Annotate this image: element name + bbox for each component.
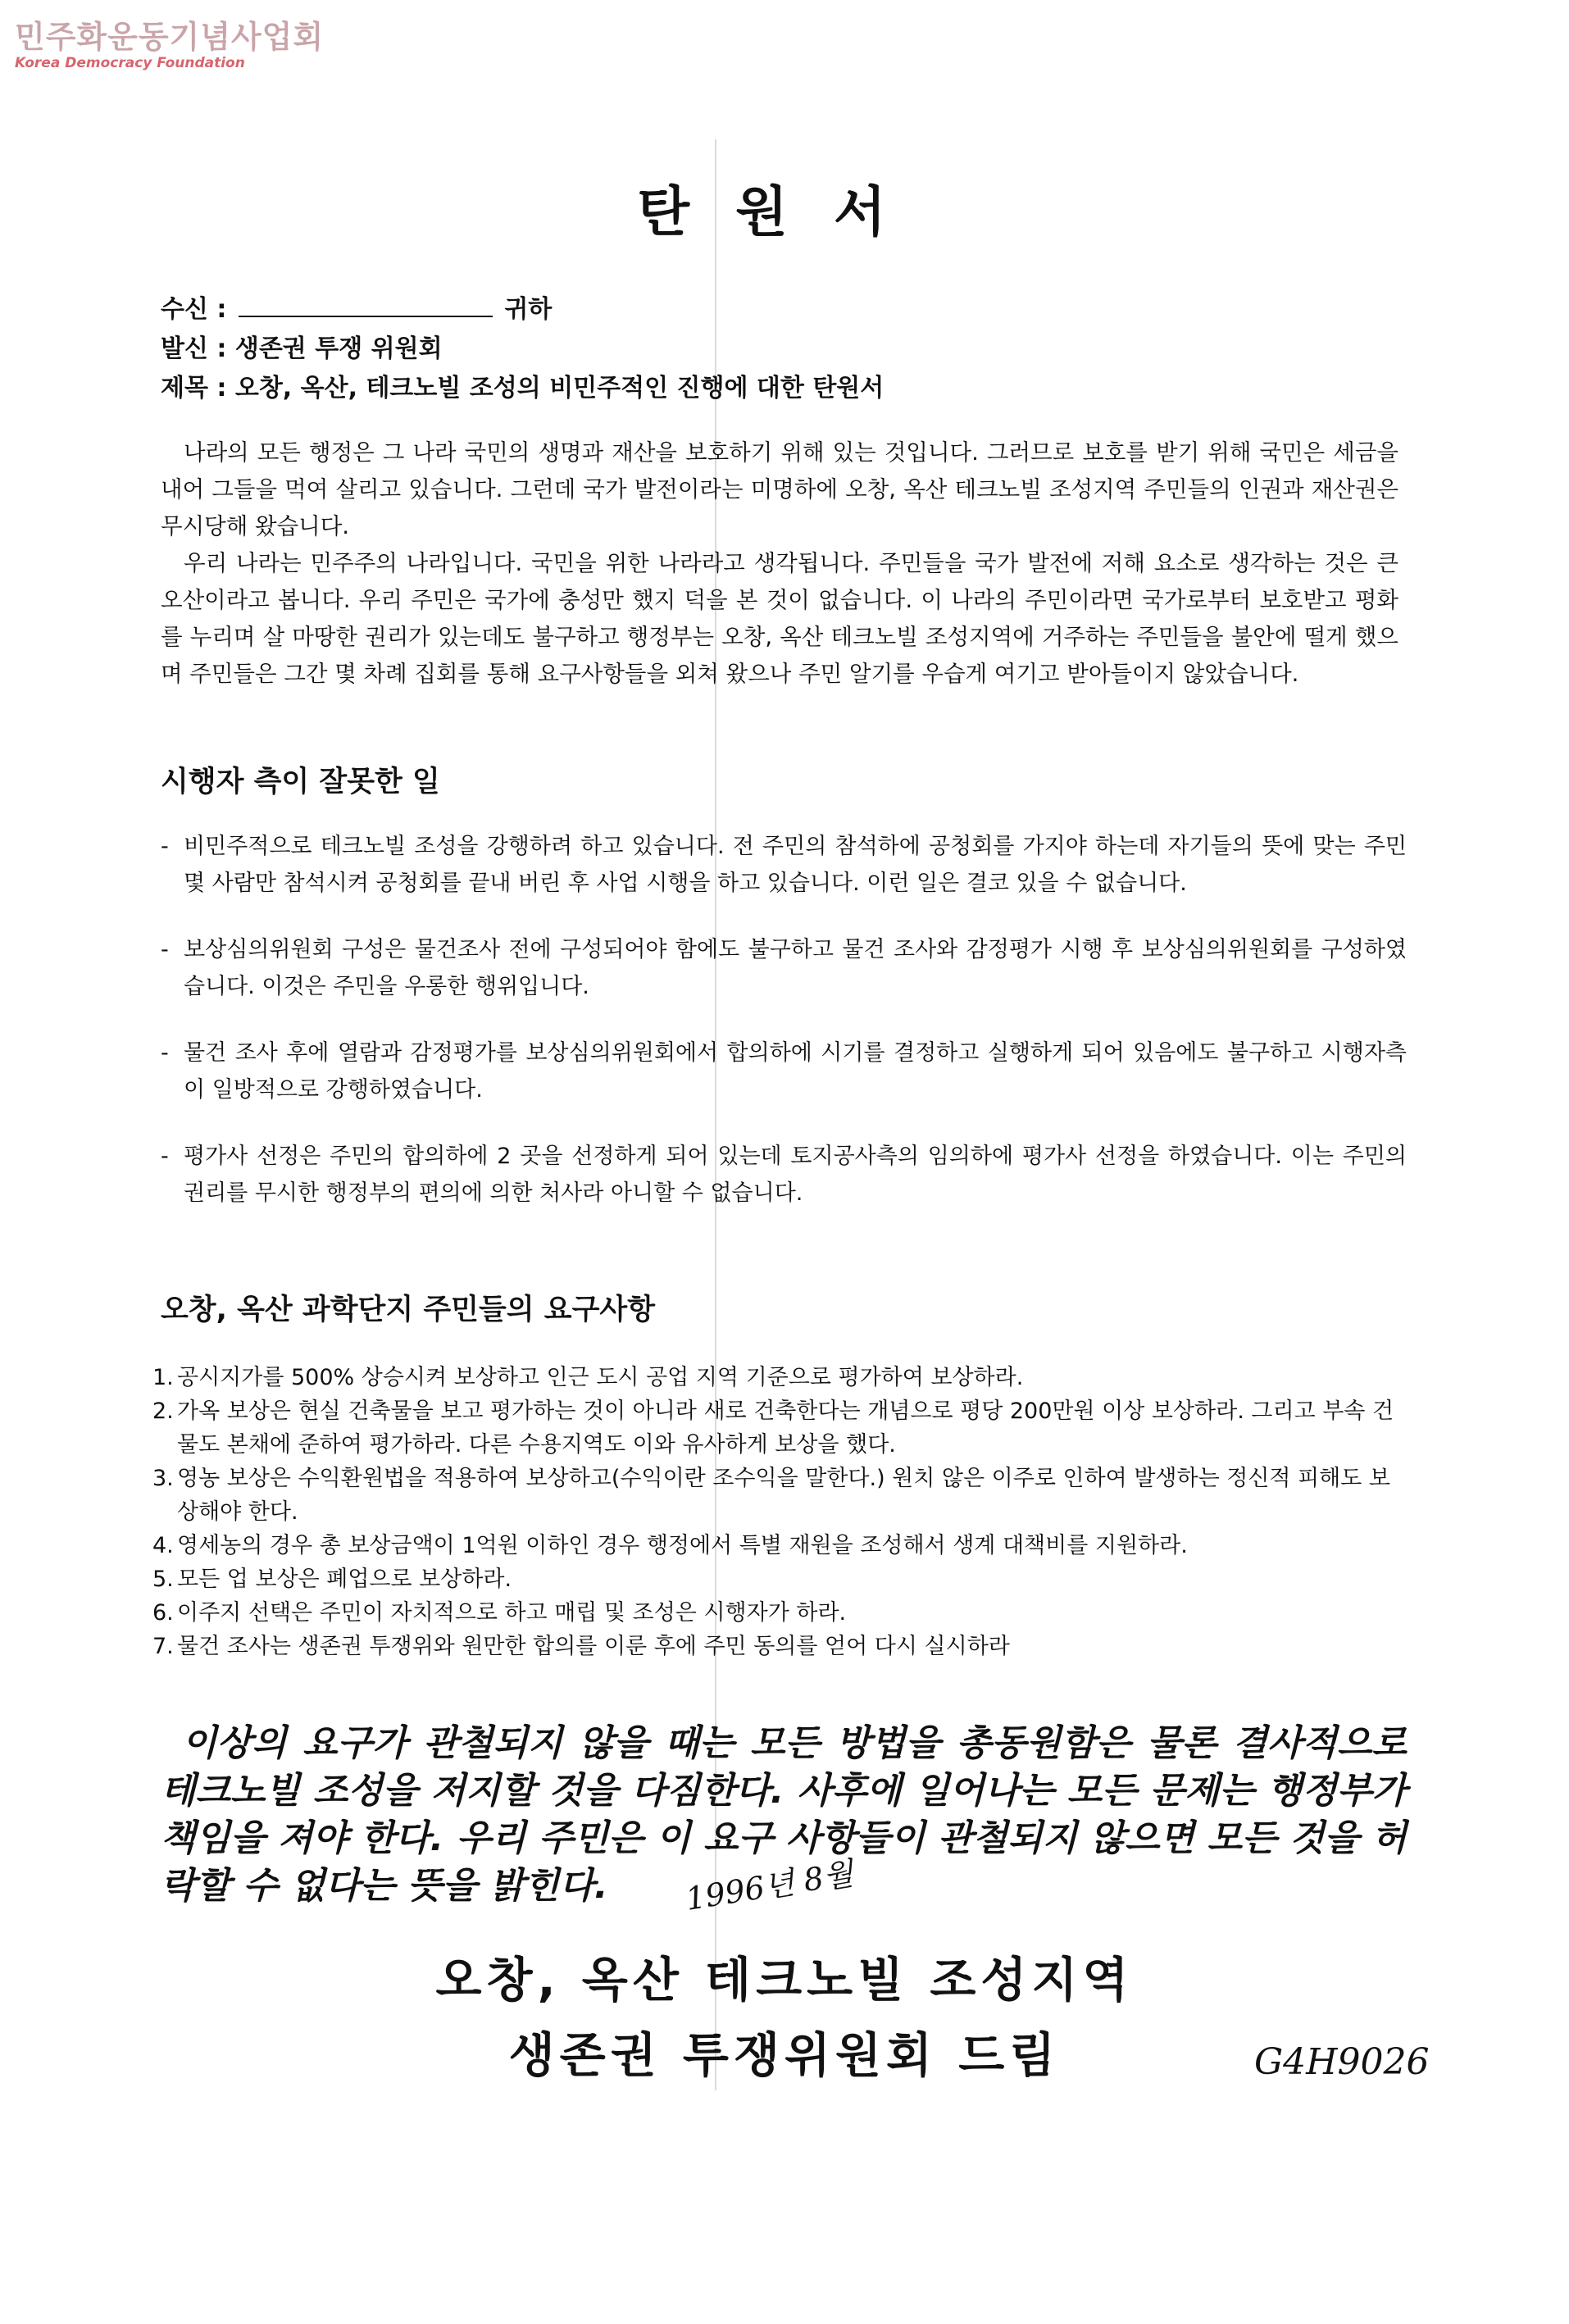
demand-number: 2. xyxy=(152,1398,174,1424)
resolution-statement: 이상의 요구가 관철되지 않을 때는 모든 방법을 총동원함은 물론 결사적으로 테크노빌 조성을 저지할 것을 다짐한다. 사후에 일어나는 모든 문제는 행정부가 책임을 져야 한다. 우리 주민은 이 요구 사항들이 관철되지 않으면 모든 것을 허락할 수 없다는 뜻을 밝힌다. xyxy=(161,1722,1407,1907)
demand-number: 6. xyxy=(152,1600,174,1626)
demand-number: 5. xyxy=(152,1567,174,1592)
recipient-suffix: 귀하 xyxy=(504,295,553,324)
list-item: - 보상심의위원회 구성은 물건조사 전에 구성되어야 함에도 불구하고 물건 조사와 감정평가 시행 후 보상심의위원회를 구성하였습니다. 이것은 주민을 우롱한 행위입니다. xyxy=(161,937,1407,999)
demands-list xyxy=(152,1361,1407,1663)
demand-item xyxy=(152,1361,1407,1394)
demand-text: 영농 보상은 수익환원법을 적용하여 보상하고(수익이란 조수익을 말한다.) 원치 않은 이주로 인하여 발생하는 정신적 피해도 보상해야 한다. xyxy=(177,1466,1390,1525)
handwritten-date: 1996년 8월 xyxy=(683,1855,857,1917)
watermark-korean: 민주화운동기념사업회 xyxy=(15,19,325,55)
demand-number: 4. xyxy=(152,1533,174,1558)
recipient-line xyxy=(161,289,552,325)
section-heading-demands: 오창, 옥산 과학단지 주민들의 요구사항 xyxy=(161,1294,655,1326)
demand-number: 7. xyxy=(152,1634,174,1659)
list-item-text: 보상심의위원회 구성은 물건조사 전에 구성되어야 함에도 불구하고 물건 조사와 감정평가 시행 후 보상심의위원회를 구성하였습니다. 이것은 주민을 우롱한 행위입니다. xyxy=(184,937,1407,999)
recipient-blank xyxy=(239,296,493,317)
demand-text: 가옥 보상은 현실 건축물을 보고 평가하는 것이 아니라 새로 건축한다는 개념으로 평당 200만원 이상 보상하라. 그리고 부속 건물도 본채에 준하여 평가하라. 다른 수용지역도 이와 유사하게 보상을 했다. xyxy=(177,1398,1394,1458)
intro-paragraph: 우리 나라는 민주주의 나라입니다. 국민을 위한 나라라고 생각됩니다. 주민들을 국가 발전에 저해 요소로 생각하는 것은 큰 오산이라고 봅니다. 우리 주민은 국가에 충성만 했지 덕을 본 것이 없습니다. 이 나라의 주민이라면 국가로부터 보호받고 평화를 누리며 살 마땅한 권리가 있는데도 불구하고 행정부는 오창, 옥산 테크노빌 조성지역에 거주하는 주민들을 불안에 떨게 했으며 주민들은 그간 몇 차례 집회를 통해 요구사항들을 외쳐 왔으나 주민 알기를 우습게 여기고 받아들이지 않았습니다. xyxy=(161,550,1398,687)
demand-item xyxy=(152,1630,1407,1663)
intro-body xyxy=(161,434,1398,693)
demand-text: 영세농의 경우 총 보상금액이 1억원 이하인 경우 행정에서 특별 재원을 조성해서 생계 대책비를 지원하라. xyxy=(177,1533,1188,1558)
demand-text: 이주지 선택은 주민이 자치적으로 하고 매립 및 조성은 시행자가 하라. xyxy=(177,1600,847,1626)
intro-paragraph: 나라의 모든 행정은 그 나라 국민의 생명과 재산을 보호하기 위해 있는 것입니다. 그러므로 보호를 받기 위해 국민은 세금을 내어 그들을 먹여 살리고 있습니다. 그런데 국가 발전이라는 미명하에 오창, 옥산 테크노빌 조성지역 주민들의 인권과 재산권은 무시당해 왔습니다. xyxy=(161,439,1398,539)
demand-number: 3. xyxy=(152,1466,174,1491)
faults-list xyxy=(161,828,1407,1241)
demand-text: 공시지가를 500% 상승시켜 보상하고 인근 도시 공업 지역 기준으로 평가하여 보상하라. xyxy=(177,1365,1024,1390)
section-heading-faults: 시행자 측이 잘못한 일 xyxy=(161,766,440,798)
watermark-english: Korea Democracy Foundation xyxy=(15,55,245,71)
demand-item xyxy=(152,1394,1407,1462)
subject-line: 제목 : 오창, 옥산, 테크노빌 조성의 비민주적인 진행에 대한 탄원서 xyxy=(161,374,885,402)
list-item: - 물건 조사 후에 열람과 감정평가를 보상심의위원회에서 합의하에 시기를 결정하고 실행하게 되어 있음에도 불구하고 시행자측이 일방적으로 강행하였습니다. xyxy=(161,1040,1407,1103)
list-item-text: 평가사 선정은 주민의 합의하에 2 곳을 선정하게 되어 있는데 토지공사측의 임의하에 평가사 선정을 하였습니다. 이는 주민의 권리를 무시한 행정부의 편의에 의한 처사라 아니할 수 없습니다. xyxy=(184,1144,1407,1206)
list-item: - 평가사 선정은 주민의 합의하에 2 곳을 선정하게 되어 있는데 토지공사측의 임의하에 평가사 선정을 하였습니다. 이는 주민의 권리를 무시한 행정부의 편의에 의한 처사라 아니할 수 없습니다. xyxy=(161,1144,1407,1206)
sender-line: 발신 : 생존권 투쟁 위원회 xyxy=(161,334,443,363)
list-item-text: 물건 조사 후에 열람과 감정평가를 보상심의위원회에서 합의하에 시기를 결정하고 실행하게 되어 있음에도 불구하고 시행자측이 일방적으로 강행하였습니다. xyxy=(184,1040,1407,1103)
signature-line-1: 오창, 옥산 테크노빌 조성지역 xyxy=(435,1952,1134,2008)
archive-number: G4H9026 xyxy=(1254,2041,1430,2083)
demand-item xyxy=(152,1529,1407,1562)
list-item-text: 비민주적으로 테크노빌 조성을 강행하려 하고 있습니다. 전 주민의 참석하에 공청회를 가지야 하는데 자기들의 뜻에 맞는 주민 몇 사람만 참석시켜 공청회를 끝내 버린 후 사업 시행을 하고 있습니다. 이런 일은 결코 있을 수 없습니다. xyxy=(184,834,1407,896)
recipient-label: 수신 : xyxy=(161,295,227,324)
signature-line-2: 생존권 투쟁위원회 드림 xyxy=(508,2027,1061,2083)
demand-item xyxy=(152,1596,1407,1630)
demand-item xyxy=(152,1462,1407,1529)
demand-number: 1. xyxy=(152,1365,174,1390)
document-title: 탄원서 xyxy=(637,180,932,243)
foundation-watermark xyxy=(15,11,325,71)
demand-text: 모든 업 보상은 폐업으로 보상하라. xyxy=(177,1567,512,1592)
demand-text: 물건 조사는 생존권 투쟁위와 원만한 합의를 이룬 후에 주민 동의를 얻어 다시 실시하라 xyxy=(177,1634,1010,1659)
list-item: - 비민주적으로 테크노빌 조성을 강행하려 하고 있습니다. 전 주민의 참석하에 공청회를 가지야 하는데 자기들의 뜻에 맞는 주민 몇 사람만 참석시켜 공청회를 끝내 버린 후 사업 시행을 하고 있습니다. 이런 일은 결코 있을 수 없습니다. xyxy=(161,834,1407,896)
demand-item xyxy=(152,1562,1407,1596)
